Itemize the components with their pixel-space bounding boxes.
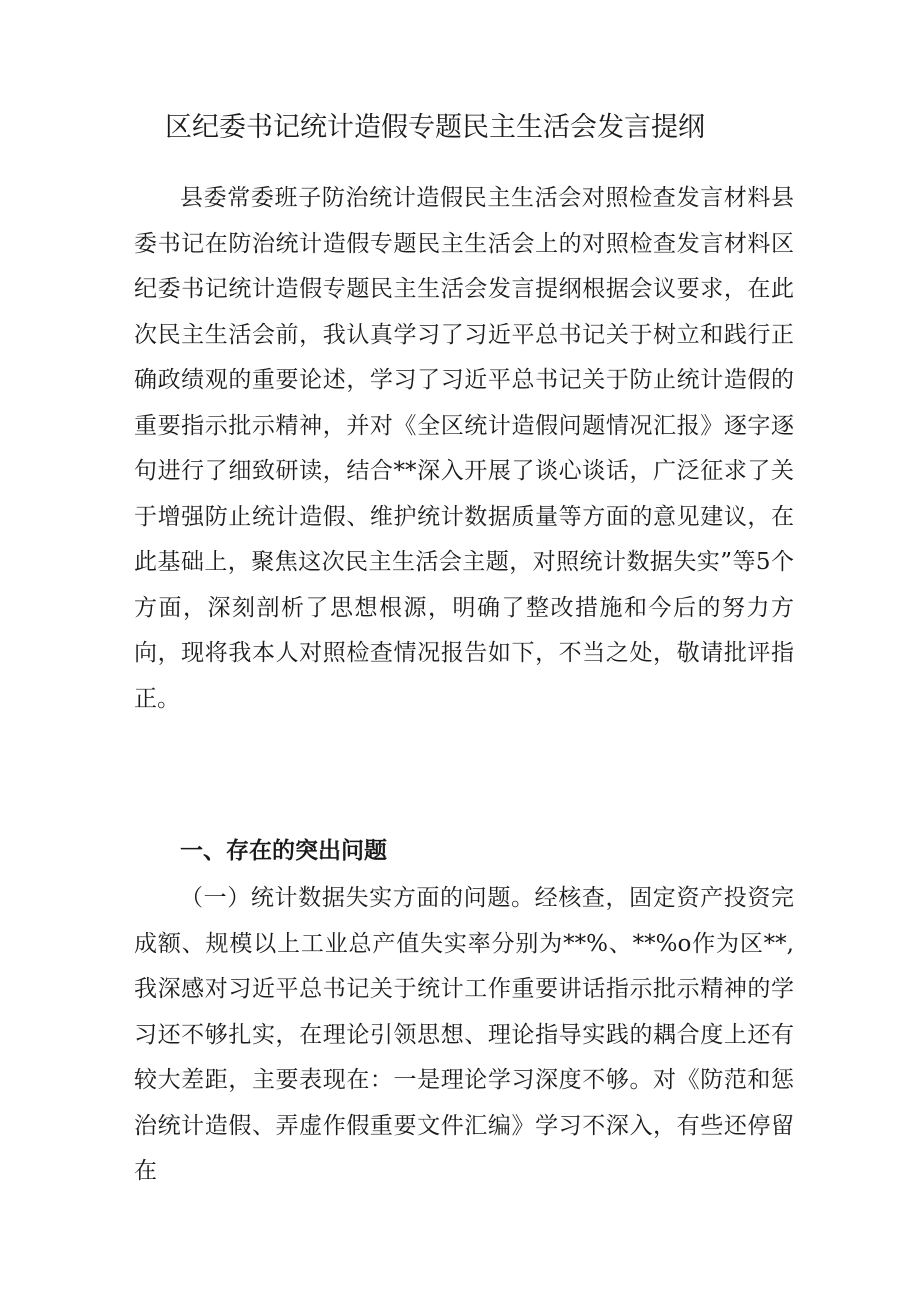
document-title: 区纪委书记统计造假专题民主生活会发言提纲 [165,112,705,143]
section-heading: 一、存在的突出问题 [180,838,387,864]
section-paragraph: （一）统计数据失实方面的问题。经核查，固定资产投资完成额、规模以上工业总产值失实率分别为**%、**%o作为区**,我深感对习近平总书记关于统计工作重要讲话指示批示精神的学习还不够扎实，在理论引领思想、理论指导实践的耦合度上还有较大差距，主要表现在：一是理论学习深度不够。对《防范和惩治统计造假、弄虚作假重要文件汇编》学习不深入，有些还停留在 [134,885,794,1184]
intro-paragraph: 县委常委班子防治统计造假民主生活会对照检查发言材料县委书记在防治统计造假专题民主生活会上的对照检查发言材料区纪委书记统计造假专题民主生活会发言提纲根据会议要求，在此次民主生活会前，我认真学习了习近平总书记关于树立和践行正确政绩观的重要论述，学习了习近平总书记关于防止统计造假的重要指示批示精神，并对《全区统计造假问题情况汇报》逐字逐句进行了细致研读，结合**深入开展了谈心谈话，广泛征求了关于增强防止统计造假、维护统计数据质量等方面的意见建议，在此基础上，聚焦这次民主生活会主题，对照统计数据失实”等5个方面，深刻剖析了思想根源，明确了整改措施和今后的努力方向，现将我本人对照检查情况报告如下，不当之处，敬请批评指正。 [134,185,794,712]
